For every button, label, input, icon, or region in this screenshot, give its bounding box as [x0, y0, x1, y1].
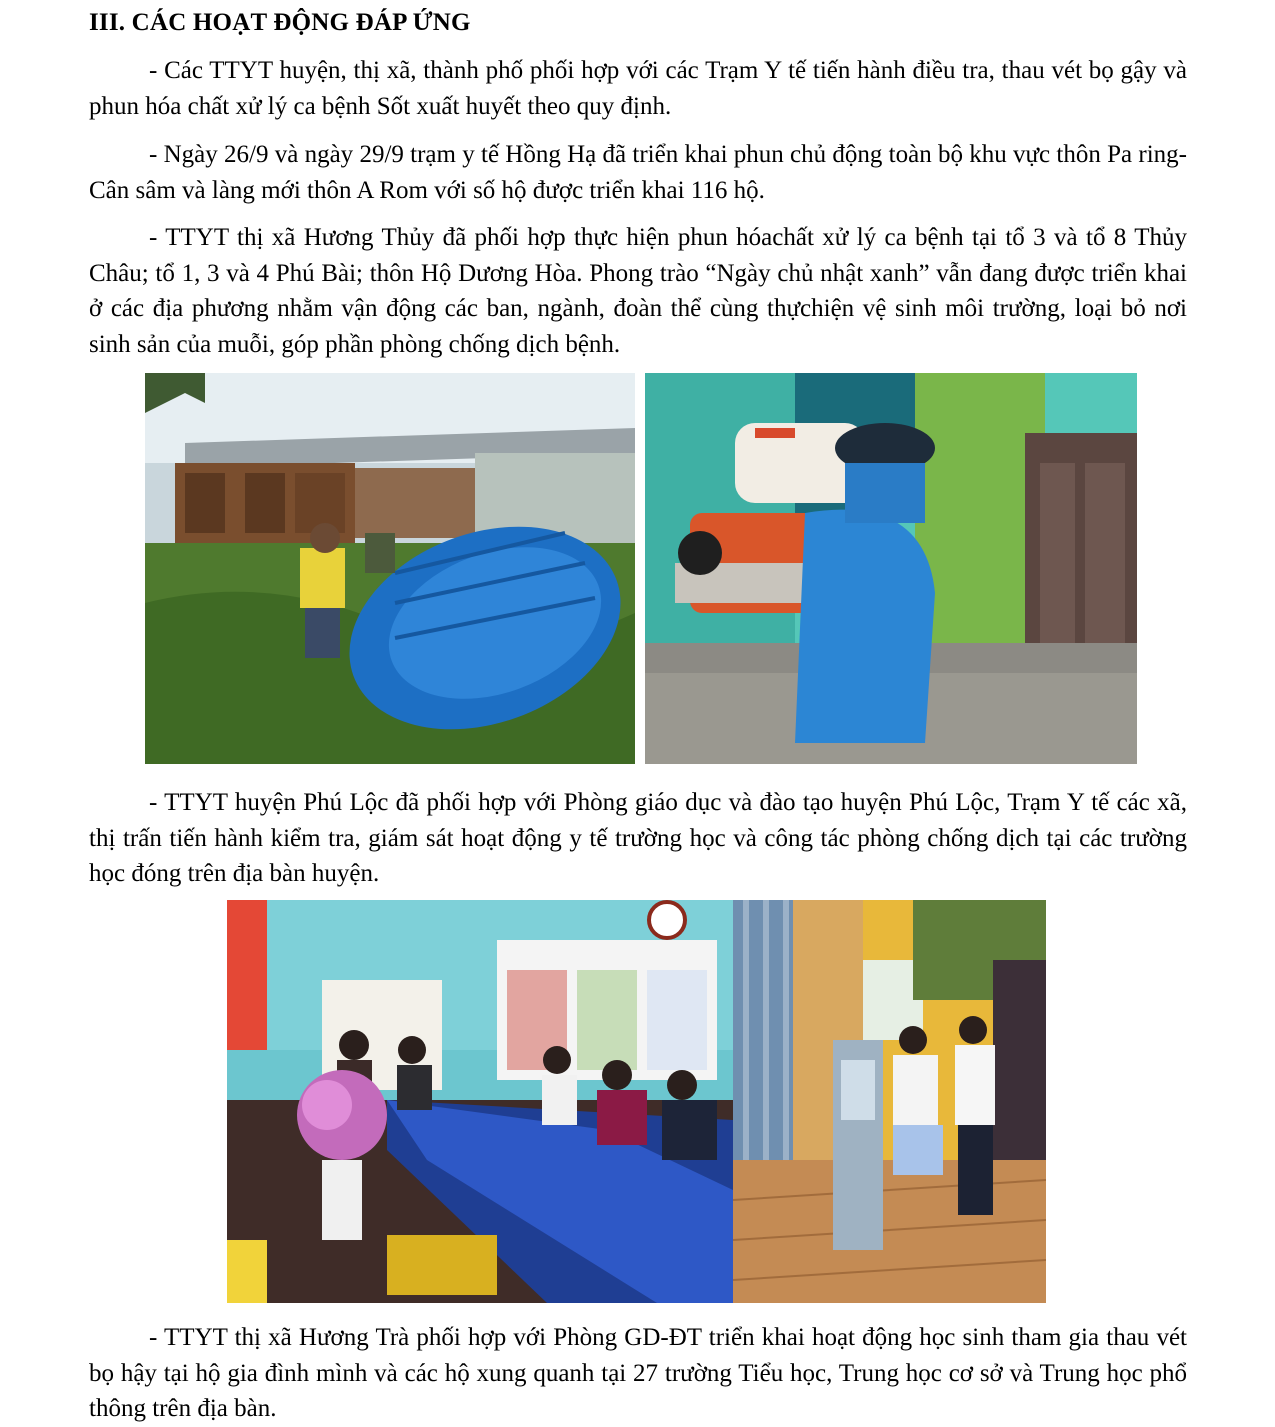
- photo-blue-water-tank: [145, 373, 635, 764]
- paragraph-huong-thuy: - TTYT thị xã Hương Thủy đã phối hợp thực hiện phun hóachất xử lý ca bệnh tại tổ 3 và tổ 8 Thủy Châu; tổ 1, 3 và 4 Phú Bài; thôn Hộ Dương Hòa. Phong trào “Ngày chủ nhật xanh” vẫn đang được triển khai ở các địa phương nhằm vận động các ban, ngành, đoàn thể cùng thựchiện vệ sinh môi trường, loại bỏ nơi sinh sản của muỗi, góp phần phòng chống dịch bệnh.: [89, 224, 1187, 358]
- paragraph-huong-tra: - TTYT thị xã Hương Trà phối hợp với Phòng GD-ĐT triển khai hoạt động học sinh tham gia thau vét bọ hậy tại hộ gia đình mình và các hộ xung quanh tại 27 trường Tiểu học, Trung học cơ sở và Trung học phổ thông trên địa bàn.: [89, 1324, 1187, 1422]
- section-heading: III. CÁC HOẠT ĐỘNG ĐÁP ỨNG: [89, 9, 471, 36]
- paragraph-hong-ha-spraying: - Ngày 26/9 và ngày 29/9 trạm y tế Hồng Hạ đã triển khai phun chủ động toàn bộ khu vực thôn Pa ring- Cân sâm và làng mới thôn A Rom với số hộ được triển khai 116 hộ.: [89, 141, 1187, 204]
- photo-school-hallway: [733, 900, 1046, 1303]
- photo-backpack-sprayer: [645, 373, 1137, 764]
- photo-school-meeting: [227, 900, 733, 1303]
- paragraph-ttyt-coordination: - Các TTYT huyện, thị xã, thành phố phối hợp với các Trạm Y tế tiến hành điều tra, thau vét bọ gậy và phun hóa chất xử lý ca bệnh Sốt xuất huyết theo quy định.: [89, 57, 1187, 120]
- paragraph-phu-loc: - TTYT huyện Phú Lộc đã phối hợp với Phòng giáo dục và đào tạo huyện Phú Lộc, Trạm Y tế các xã, thị trấn tiến hành kiểm tra, giám sát hoạt động y tế trường học và công tác phòng chống dịch tại các trường học đóng trên địa bàn huyện.: [89, 789, 1187, 887]
